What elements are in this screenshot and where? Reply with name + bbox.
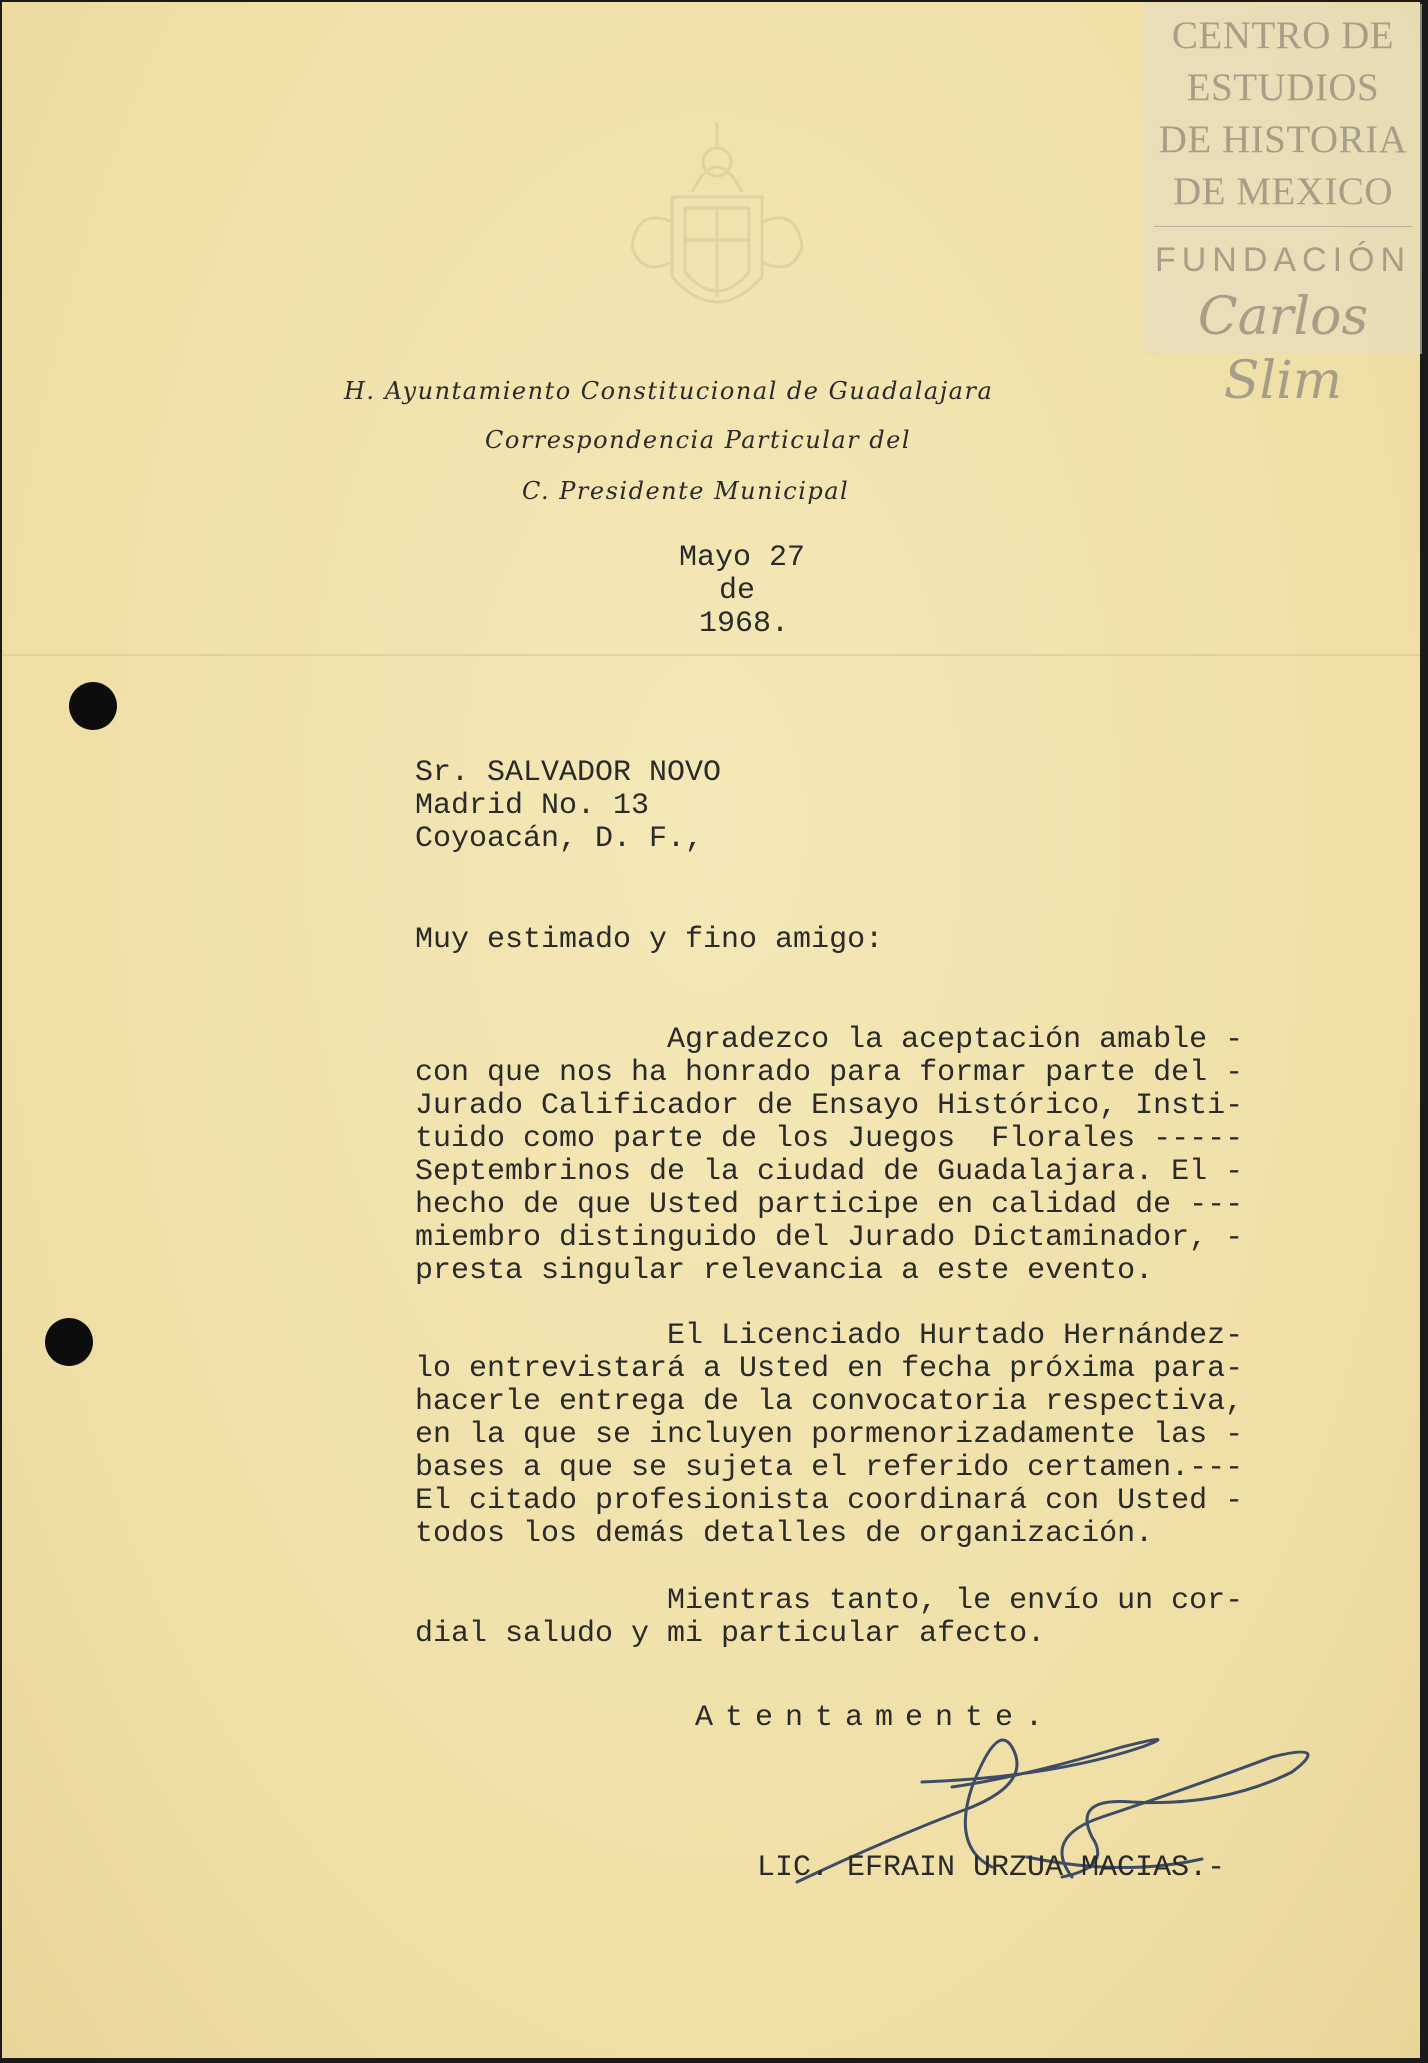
letterhead-line-2: Correspondencia Particular del [485, 426, 912, 454]
salutation: Muy estimado y fino amigo: [415, 923, 884, 957]
closing: Atentamente. [695, 1701, 1056, 1735]
body-line: todos los demás detalles de organización. [415, 1517, 1154, 1551]
fold-line [2, 654, 1420, 656]
body-line: El Licenciado Hurtado Hernández- [415, 1319, 1244, 1353]
body-line: hacerle entrega de la convocatoria respectiva, [415, 1385, 1244, 1419]
body-line: en la que se incluyen pormenorizadamente las - [415, 1418, 1244, 1452]
watermark-line: DE HISTORIA [1158, 118, 1408, 161]
body-line: Jurado Calificador de Ensayo Histórico, Insti- [415, 1089, 1244, 1123]
body-line: miembro distinguido del Jurado Dictaminador, - [415, 1221, 1244, 1255]
watermark-line: DE MEXICO [1172, 170, 1394, 213]
letterhead-line-1: H. Ayuntamiento Constitucional de Guadalajara [344, 377, 994, 405]
watermark-signature: Carlos Slim [1197, 287, 1369, 411]
signer-name: LIC. EFRAIN URZUA MACIAS.- [757, 1851, 1226, 1885]
coat-of-arms-emboss [617, 112, 817, 342]
date-year: 1968. [699, 607, 790, 641]
body-line: Agradezco la aceptación amable - [415, 1023, 1244, 1057]
body-line: Mientras tanto, le envío un cor- [415, 1584, 1244, 1618]
body-line: dial saludo y mi particular afecto. [415, 1617, 1046, 1651]
body-line: bases a que se sujeta el referido certamen.--- [415, 1451, 1244, 1485]
watermark-divider [1154, 226, 1412, 227]
letterhead-line-3: C. Presidente Municipal [522, 477, 850, 505]
body-line: hecho de que Usted participe en calidad de --- [415, 1188, 1244, 1222]
body-line: tuido como parte de los Juegos Florales ----- [415, 1122, 1244, 1156]
punch-hole-top [69, 682, 117, 730]
punch-hole-bottom [45, 1318, 93, 1366]
body-line: con que nos ha honrado para formar parte del - [415, 1056, 1244, 1090]
body-line: El citado profesionista coordinará con Usted - [415, 1484, 1244, 1518]
watermark-line: CENTRO DE [1171, 14, 1395, 57]
body-line: Septembrinos de la ciudad de Guadalajara. El - [415, 1155, 1244, 1189]
letter-page [2, 2, 1420, 2058]
watermark-foundation: FUNDACIÓN [1154, 241, 1412, 279]
date-de: de [719, 574, 756, 608]
date-month-day: Mayo 27 [679, 541, 806, 575]
recipient-street: Madrid No. 13 [415, 789, 650, 823]
watermark-line: ESTUDIOS [1186, 66, 1380, 109]
body-line: presta singular relevancia a este evento. [415, 1254, 1154, 1288]
recipient-city: Coyoacán, D. F., [415, 822, 704, 856]
archive-watermark [1144, 4, 1422, 411]
recipient-name: Sr. SALVADOR NOVO [415, 756, 722, 790]
body-line: lo entrevistará a Usted en fecha próxima para- [415, 1352, 1244, 1386]
